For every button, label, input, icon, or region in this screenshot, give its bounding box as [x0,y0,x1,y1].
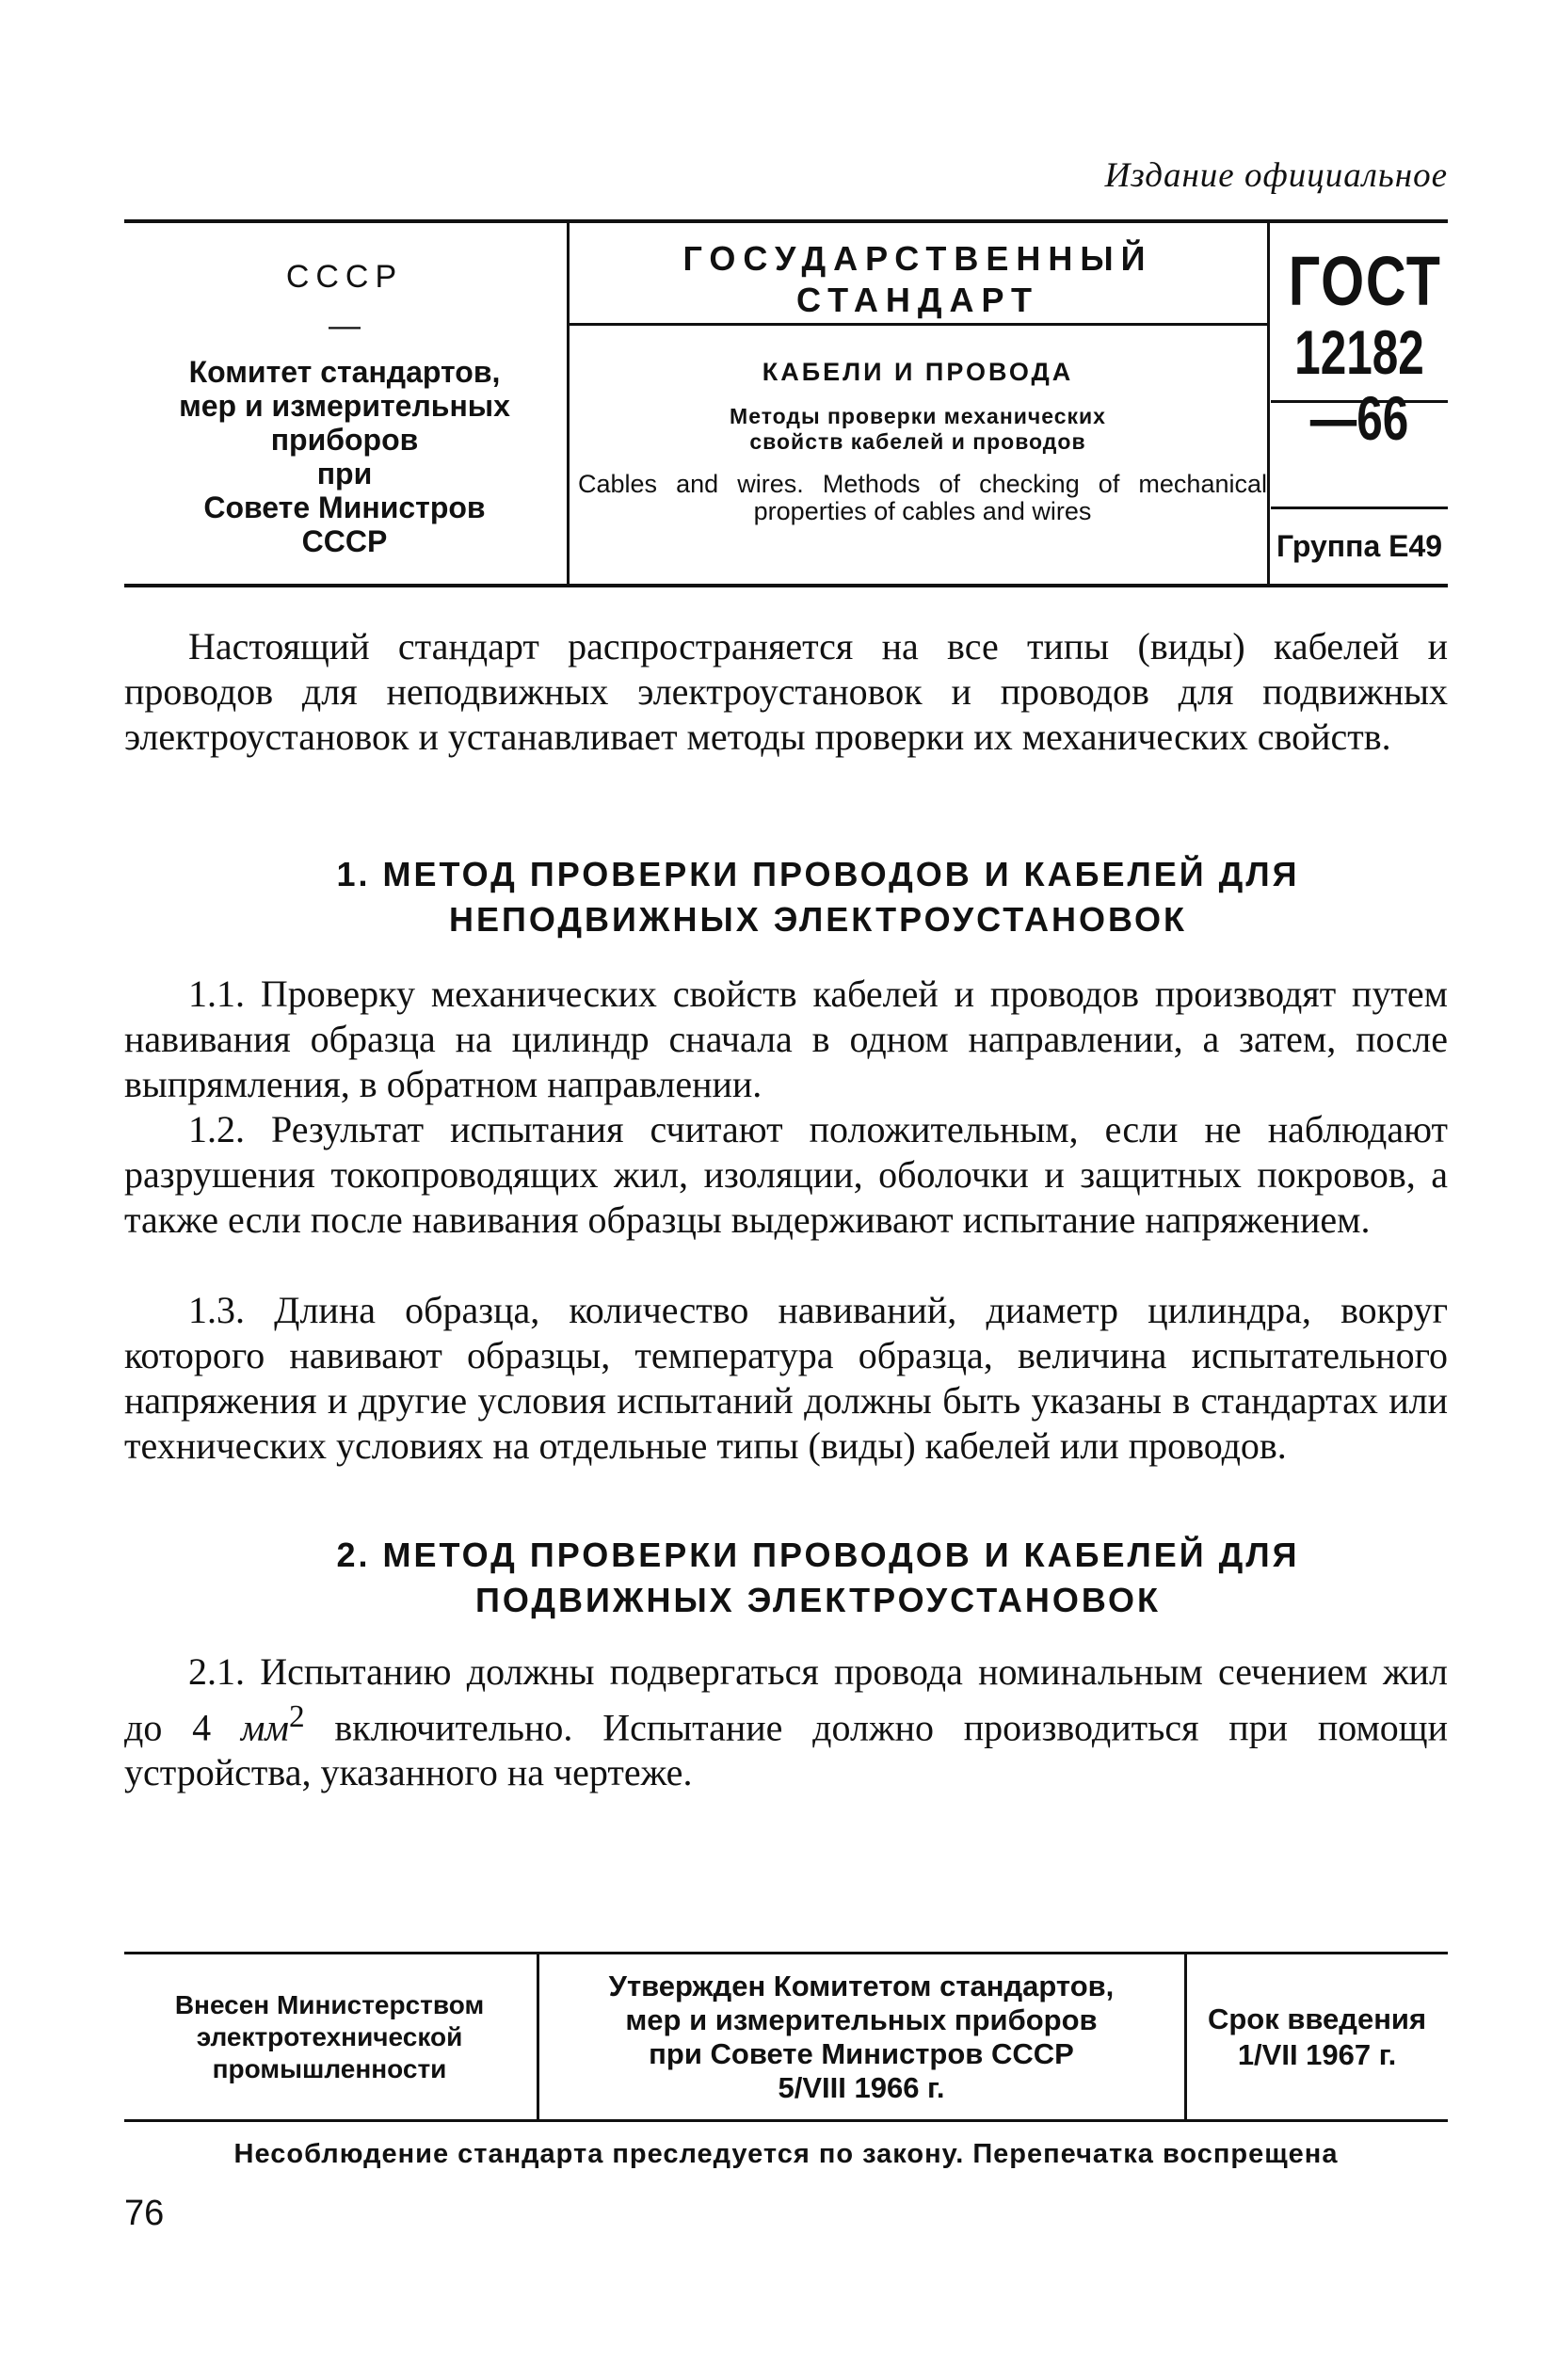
approved-line: при Совете Министров СССР [649,2036,1074,2070]
state-standard-label [569,238,1267,321]
unit-superscript: 2 [288,1699,305,1734]
edition-label: Издание официальное [1104,156,1448,195]
country-label: СССР [285,259,404,295]
designation-column [1271,223,1448,584]
dash-divider: — [329,308,361,344]
committee-line: Совете Министров [203,490,486,524]
introduced-line: промышленности [212,2053,447,2083]
effective-line: Срок введения [1207,2002,1427,2035]
standard-header-table [124,219,1448,587]
committee-line: СССР [301,524,388,558]
committee-line: приборов [270,423,419,457]
approved-line: 5/VIII 1966 г. [778,2070,945,2104]
gost-label: ГОСТ [1288,242,1442,320]
heading-line: ПОДВИЖНЫХ ЭЛЕКТРОУСТАНОВОК [474,1581,1162,1619]
title-divider [569,323,1267,326]
committee-name [124,355,565,558]
approved-by [538,1954,1184,2119]
committee-line: при [316,457,373,490]
clause-1-1: 1.1. Проверку механических свойств кабелей и проводов производят путем навивания образца на цилиндр сначала в одном направлении, а затем, после выпрямления, в обратном направлении. [124,973,1448,1105]
footer-table [124,1952,1448,2122]
intro-paragraph: Настоящий стандарт распространяется на все типы (виды) кабелей и проводов для неподвижных электроустановок и проводов для подвижных электроустановок и устанавливает методы проверки их механических свойств. [124,625,1448,758]
committee-line: мер и измерительных [179,389,510,423]
effective-date [1186,1954,1448,2119]
column-divider [1267,223,1270,584]
unit-text: мм [240,1706,289,1749]
effective-line: 1/VII 1967 г. [1237,2037,1397,2071]
clause-text: включительно. Испытание должно производиться при помощи устройства, указанного на чертеже. [124,1706,1448,1794]
section-1-heading [188,852,1448,942]
clause-1-3: 1.3. Длина образца, количество навиваний, диаметр цилиндра, вокруг которого навивают образцы, температура образца, величина испытательного напряжения и другие условия испытаний должны быть указаны в стандартах или технических условиях на отдельные типы (виды) кабелей или проводов. [124,1289,1448,1467]
state-standard-line: СТАНДАРТ [796,281,1039,319]
subtitle-ru-line: Методы проверки механических [730,404,1106,428]
issuer-column [124,223,565,584]
designation-divider [1271,400,1448,403]
approved-line: мер и измерительных приборов [625,2002,1098,2036]
clause-1-2: 1.2. Результат испытания считают положительным, если не наблюдают разрушения токопроводящих жил, изоляции, оболочки и защитных покровов, а также если после навивания образцы выдерживают испытание напряжением. [124,1108,1448,1241]
title-column [569,223,1267,584]
introduced-line: электротехнической [196,2021,463,2051]
introduced-by [124,1954,535,2119]
designation-divider [1271,507,1448,509]
committee-line: Комитет стандартов, [188,355,501,389]
heading-line: 2. МЕТОД ПРОВЕРКИ ПРОВОДОВ И КАБЕЛЕЙ ДЛЯ [336,1536,1300,1574]
heading-line: 1. МЕТОД ПРОВЕРКИ ПРОВОДОВ И КАБЕЛЕЙ ДЛЯ [336,855,1300,893]
group-label: Группа Е49 [1276,529,1443,563]
standard-subtitle-en: Cables and wires. Methods of checking of mechanical properties of cables and wires [578,470,1267,525]
approved-line: Утвержден Комитетом стандартов, [608,1969,1115,2002]
legal-notice: Несоблюдение стандарта преследуется по закону. Перепечатка воспрещена [233,2139,1339,2169]
section-2-heading [188,1533,1448,1623]
introduced-line: Внесен Министерством [174,1989,485,2019]
state-standard-line: ГОСУДАРСТВЕННЫЙ [682,239,1153,278]
heading-line: НЕПОДВИЖНЫХ ЭЛЕКТРОУСТАНОВОК [448,900,1188,939]
page-number: 76 [124,2194,165,2233]
gost-number: 12182—66 [1294,317,1424,453]
standard-title: КАБЕЛИ И ПРОВОДА [762,358,1074,386]
standard-subtitle-ru [569,404,1267,455]
clause-2-1 [124,1649,1448,1795]
clause-text: 2.1. Испытанию должны подвергаться провода номинальным сечением жил до 4 [124,1650,1448,1749]
subtitle-ru-line: свойств кабелей и проводов [749,429,1086,454]
